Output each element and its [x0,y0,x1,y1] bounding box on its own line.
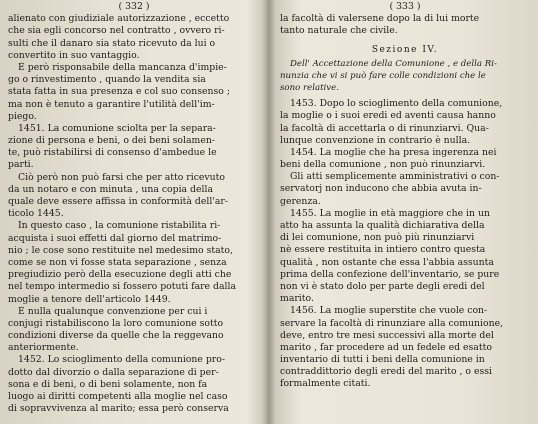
text-line: nel tempo intermedio si fossero potuti fare dalla [8,281,236,293]
text-line: servare la facoltà di rinunziare alla comunione, [280,317,504,329]
text-line: acquista i suoi effetti dal giorno del matrimo- [8,232,222,244]
right-page-body [280,1,530,391]
text-line: conjugi ristabiliscono la loro comunione sotto [8,317,224,329]
text-line: gerenza. [280,195,321,207]
text-line: In questo caso , la comunione ristabilita ri- [18,220,221,232]
text-line: convertito in suo vantaggio. [8,49,140,61]
text-line: inventario di tutti i beni della comunione in [280,354,485,366]
text-line: beni della comunione , non può rinunziarvi. [280,159,486,171]
text-line: di sopravvivenza al marito; essa però conserva [8,403,229,415]
text-line: deve, entro tre mesi successivi alla morte del [280,329,494,341]
text-line: zione di persona e beni, o dei beni solamen- [8,135,215,147]
left-page-number: ( 332 ) [118,1,150,12]
text-line: parti. [8,159,34,171]
text-line: ticolo 1445. [8,208,64,220]
text-line: qualità , non ostante che essa l'abbia assunta [280,256,494,268]
right-page-number: ( 333 ) [389,1,421,12]
text-line: sona e di beni, o di beni solamente, non fa [8,378,208,390]
text-line: la facoltà di accettarla o di rinunziarvi. Qua- [280,122,489,134]
section-title [280,58,530,95]
text-line: Gli atti semplicemente amministrativi o con- [290,171,500,183]
text-line: Ciò però non può farsi che per atto ricevuto [18,171,226,183]
text-line: quale deve essere affissa in conformità dell'ar- [8,196,228,207]
text-line: lunque convenzione in contrario è nulla. [280,134,471,146]
left-page [8,0,260,424]
text-line: ma non è tenuto a garantire l'utilità dell'im- [8,98,215,110]
text-line: la facoltà di valersene dopo la di lui morte [280,13,480,25]
text-line: moglie a tenore dell'articolo 1449. [8,293,171,305]
text-line: alienato con giudiziale autorizzazione , eccetto [8,13,230,25]
right-page-text [280,98,530,391]
text-line: la moglie o i suoi eredi ed aventi causa hanno [280,110,496,122]
text-line: È nulla qualunque convenzione per cui i [18,305,208,317]
text-line: marito , far procedere ad un fedele ed esatto [280,341,492,353]
text-line: tanto naturale che civile. [280,25,398,37]
text-line: 1453. Dopo lo scioglimento della comunione, [290,98,503,110]
text-line: 1451. La comunione sciolta per la separa- [18,122,216,134]
book-gutter [262,0,276,424]
text-line: formalmente citati. [280,378,371,390]
text-line: sono relative. [280,82,339,93]
text-line: dotto dal divorzio o dalla separazione di per- [8,366,219,378]
section-heading: Sezione IV. [371,44,439,55]
text-line: 1452. Lo scioglimento della comunione pro- [18,354,225,366]
text-line: pregiudizio però della esecuzione degli atti che [8,269,232,281]
text-line: di lei comunione, non può più rinunziarvi [280,232,475,244]
text-line: piego. [8,110,37,122]
text-line: prima della confezione dell'inventario, se pure [280,268,500,280]
text-line: te, può ristabilirsi di consenso d'ambedue le [8,147,217,159]
left-page-body [8,1,260,415]
left-page-text [8,13,260,415]
text-line: 1456. La moglie superstite che vuole con- [290,305,488,317]
right-page [280,0,530,424]
text-line: stata fatta in sua presenza e col suo consenso ; [8,86,230,98]
text-line: da un notaro e con minuta , una copia della [8,183,213,195]
right-page-continuation [280,13,530,37]
text-line: nè essere restituita in intiero contro questa [280,244,486,256]
text-line: marito. [280,293,314,305]
text-line: luogo ai diritti competenti alla moglie nel caso [8,391,228,402]
text-line: non vi è stato dolo per parte degli eredi del [280,280,485,292]
text-line: come se non vi fosse stata separazione , senza [8,256,227,268]
text-line: nunzia che vi si può fare colle condizioni che le [280,70,486,81]
text-line: anteriormente. [8,342,79,354]
text-line: che sia egli concorso nel contratto , ovvero ri- [8,25,225,37]
text-line: contraddittorio degli eredi del marito , o essi [280,366,492,378]
text-line: condizioni diverse da quelle che la reggevano [8,330,224,342]
text-line: sulti che il danaro sia stato ricevuto da lui o [8,37,216,49]
text-line: atto ha assunta la qualità dichiarativa della [280,220,485,231]
text-line: servatorj non inducono che abbia avuta in- [280,183,482,195]
text-line: È però risponsabile della mancanza d'impie- [18,61,227,73]
text-line: 1454. La moglie che ha presa ingerenza nei [290,146,497,158]
text-line: go o rinvestimento , quando la vendita sia [8,74,206,86]
text-line: nio ; le cose sono restituite nel medesimo stato, [8,244,233,256]
text-line: Dell' Accettazione della Comunione , e della Ri- [290,58,497,69]
text-line: 1455. La moglie in età maggiore che in un [290,207,490,219]
